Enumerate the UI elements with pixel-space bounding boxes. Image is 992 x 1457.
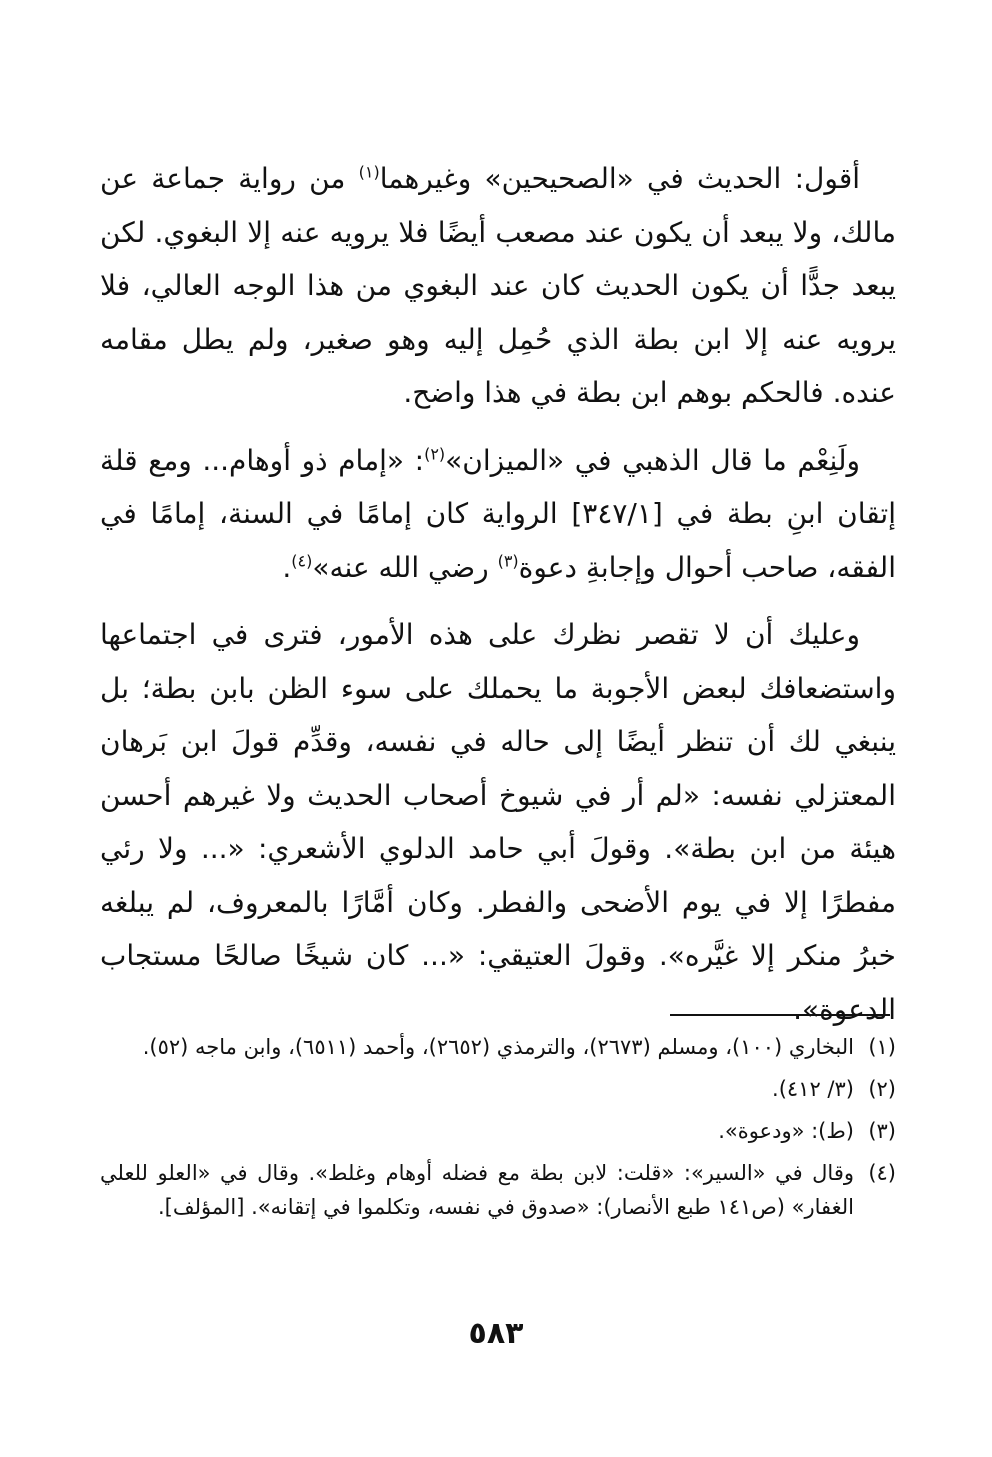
- footnote-2: [100, 1072, 896, 1106]
- main-text-body: [100, 152, 896, 1050]
- footnote-number: (٤): [868, 1161, 896, 1185]
- footnote-number: (٢): [868, 1077, 896, 1101]
- paragraph-3: وعليك أن لا تقصر نظرك على هذه الأمور، فترى في اجتماعها واستضعافك لبعض الأجوبة ما يحملك على سوء الظن بابن بطة؛ بل ينبغي لك أن تنظر أيضًا إلى حاله في نفسه، وقدِّم قولَ ابن بَرهان المعتزلي نفسه: «لم أر في شيوخ أصحاب الحديث ولا غيرهم أحسن هيئة من ابن بطة». وقولَ أبي حامد الدلوي الأشعري: «... ولا رئي مفطرًا إلا في يوم الأضحى والفطر. وكان أمَّارًا بالمعروف، لم يبلغه خبرُ منكر إلا غيَّره». وقولَ العتيقي: «... كان شيخًا صالحًا مستجاب الدعوة».: [100, 618, 896, 1026]
- paragraph-1: [100, 152, 896, 420]
- footnote-number: (١): [868, 1035, 896, 1059]
- paragraph-2-text-b: : «إمام ذو أوهام... ومع قلة إتقان ابنِ بطة في [٣٤٧/١] الرواية كان إمامًا في السنة، إمامًا في الفقه، صاحب أحوال وإجابةِ دعوة: [100, 443, 896, 584]
- footnote-ref-2: (٢): [424, 444, 446, 464]
- paragraph-1-text-b: من رواية جماعة عن مالك، ولا يبعد أن يكون عند مصعب أيضًا فلا يرويه عنه إلا البغوي. لكن يبعد جدًّا أن يكون الحديث كان عند البغوي من هذا الوجه العالي، فلا يرويه عنه إلا ابن بطة الذي حُمِل إليه وهو صغير، ولم يطل مقامه عنده. فالحكم بوهم ابن بطة في هذا واضح.: [100, 162, 896, 409]
- paragraph-2-text-c: رضي الله عنه»: [312, 550, 498, 584]
- footnote-ref-1: (١): [358, 162, 380, 182]
- footnote-text: البخاري (١٠٠)، ومسلم (٢٦٧٣)، والترمذي (٢٦٥٢)، وأحمد (٦٥١١)، وابن ماجه (٥٢).: [142, 1035, 854, 1059]
- footnote-text: وقال في «السير»: «قلت: لابن بطة مع فضله أوهام وغلط». وقال في «العلو للعلي الغفار» (ص١٤١ طبع الأنصار): «صدوق في نفسه، وتكلموا في إتقانه». [المؤلف].: [100, 1161, 854, 1219]
- footnote-4: [100, 1156, 896, 1224]
- footnotes-section: [100, 1030, 896, 1232]
- paragraph-2-text-a: ولَنِعْم ما قال الذهبي في «الميزان»: [445, 443, 860, 477]
- footnote-ref-3: (٣): [497, 551, 519, 571]
- paragraph-2: [100, 434, 896, 595]
- footnote-divider: [670, 1014, 890, 1016]
- page-number: ٥٨٣: [468, 1316, 524, 1351]
- footnote-1: [100, 1030, 896, 1064]
- paragraph-1-text-a: أقول: الحديث في «الصحيحين» وغيرهما: [379, 162, 860, 195]
- footnote-text: (ط): «ودعوة».: [718, 1119, 854, 1143]
- footnote-3: [100, 1114, 896, 1148]
- paragraph-2-text-d: .: [282, 550, 292, 584]
- footnote-ref-4: (٤): [291, 551, 313, 571]
- footnote-text: (٣/ ٤١٢).: [772, 1077, 854, 1101]
- footnote-number: (٣): [868, 1119, 896, 1143]
